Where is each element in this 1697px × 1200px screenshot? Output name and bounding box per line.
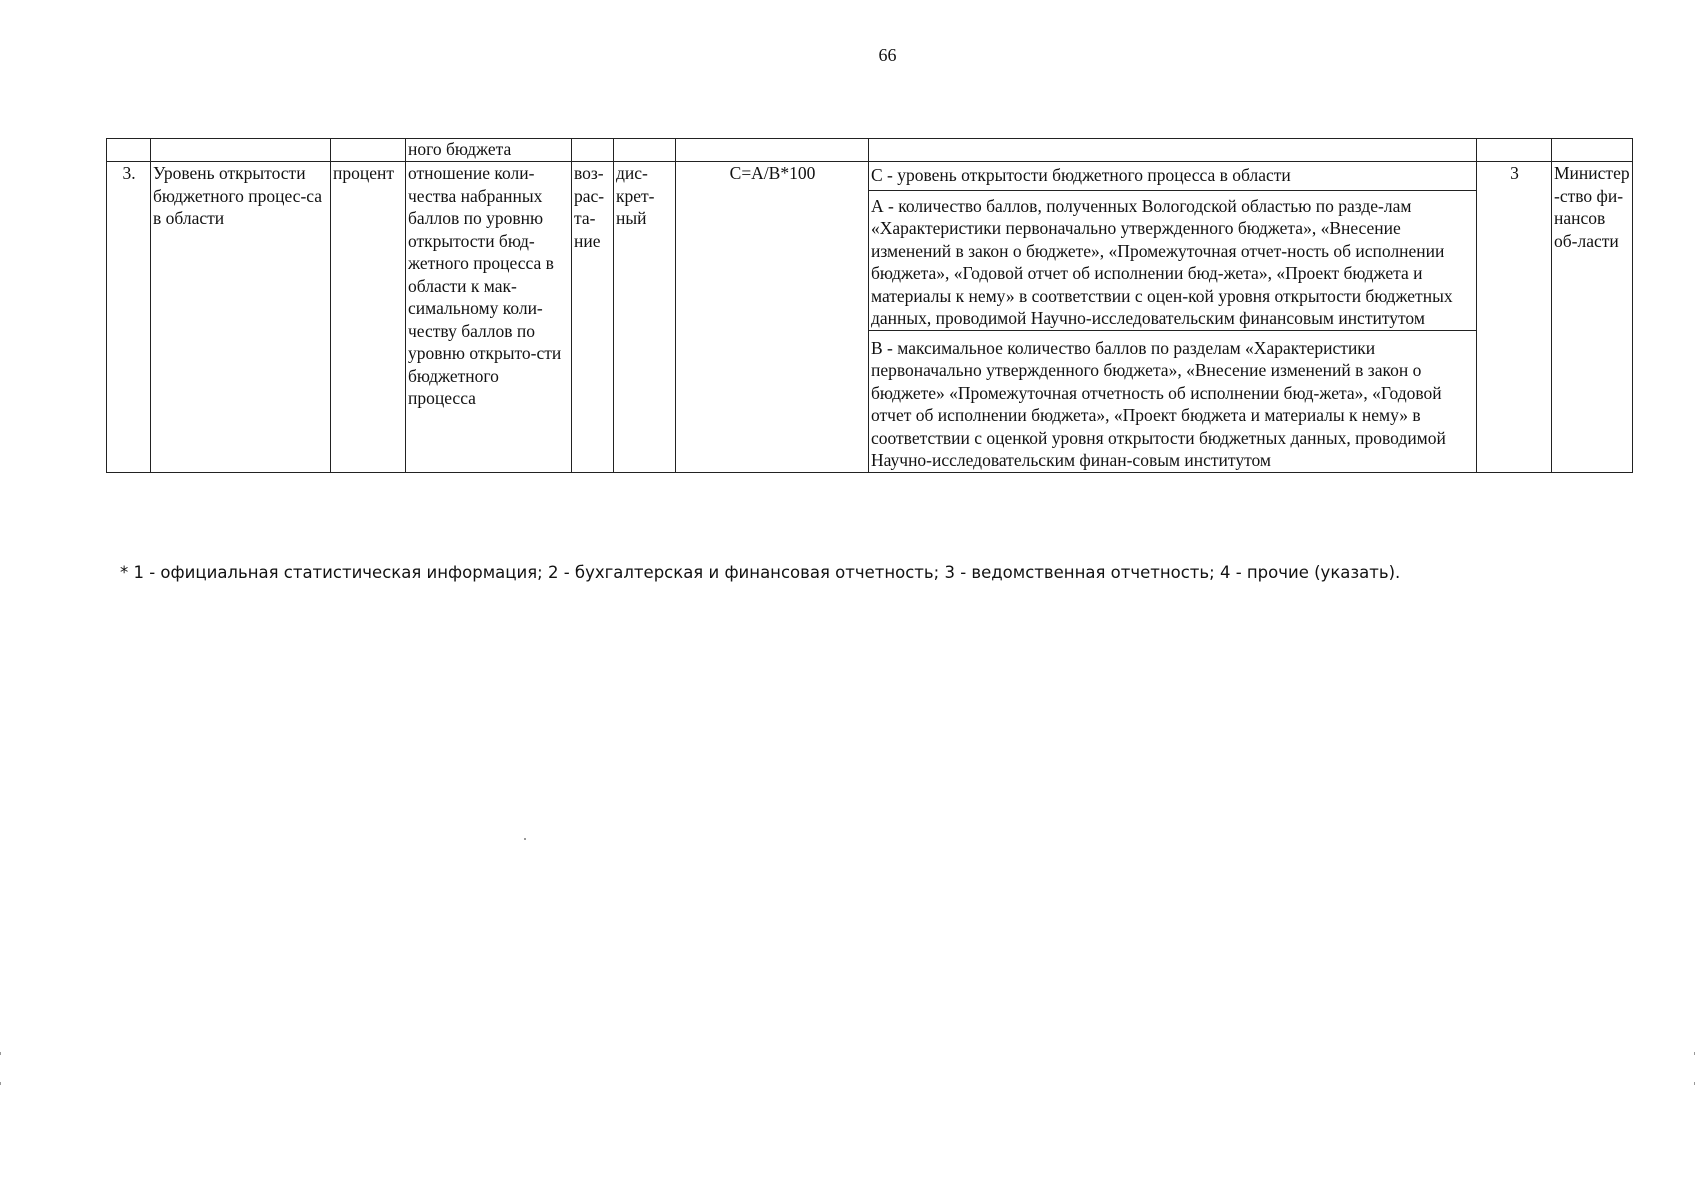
table-row [107,162,1633,473]
responsible-body: Министер-ство фи-нансов об-ласти [1552,162,1633,473]
variables-cell [869,162,1477,473]
scan-artifact [1694,1082,1695,1085]
data-source: 3 [1477,162,1552,473]
scan-artifact [524,838,526,840]
cont-cell-source [1477,139,1552,162]
cont-cell-formula [676,139,869,162]
variable-a: А - количество баллов, полученных Вологодской областью по разде-лам «Характеристики первоначально утвержденного бюджета», «Внесение изменений в закон о бюджете», «Промежуточная отчет-ность об исполнении бюджета», «Годовой отчет об исполнении бюд-жета», «Проект бюджета и материалы к нему» в соответствии с оцен-кой уровня открытости бюджетных данных, проводимой Научно-исследовательским финансовым институтом [869,191,1476,331]
row-number: 3. [107,162,151,473]
indicator-definition: отношение коли-чества набранных баллов по уровню открытости бюд-жетного процесса в области к мак-симальному коли-честву баллов по уровню открыто-сти бюджетного процесса [406,162,572,473]
footnote: * 1 - официальная статистическая информация; 2 - бухгалтерская и финансовая отчетность; 3 - ведомственная отчетность; 4 - прочие (указать). [120,563,1401,582]
scan-artifact [0,1082,1,1085]
cont-cell-unit [331,139,406,162]
cont-cell-dynamics [572,139,614,162]
variable-c: С - уровень открытости бюджетного процесса в области [869,162,1476,191]
scan-artifact [0,1052,1,1055]
scan-artifact [1694,1052,1695,1055]
unit-of-measure: процент [331,162,406,473]
cont-cell-number [107,139,151,162]
variable-b: В - максимальное количество баллов по разделам «Характеристики первоначально утвержденного бюджета», «Внесение изменений в закон о бюджете» «Промежуточная отчетность об исполнении бюд-жета», «Годовой отчет об исполнении бюджета», «Проект бюджета и материалы к нему» в соответствии с оценкой уровня открытости бюджетных данных, проводимой Научно-исследовательским финан-совым институтом [871,337,1446,470]
dynamics: воз-рас-та-ние [572,162,614,473]
indicator-name: Уровень открытости бюджетного процес-са в области [151,162,331,473]
cont-cell-variables [869,139,1477,162]
indicator-table [106,138,1633,473]
cont-cell-definition: ного бюджета [406,139,572,162]
cont-cell-responsible [1552,139,1633,162]
page-number: 66 [878,45,897,65]
cont-cell-name [151,139,331,162]
formula: C=A/B*100 [676,162,869,473]
periodicity: дис-крет-ный [614,162,676,473]
continuation-row [107,139,1633,162]
cont-cell-periodicity [614,139,676,162]
